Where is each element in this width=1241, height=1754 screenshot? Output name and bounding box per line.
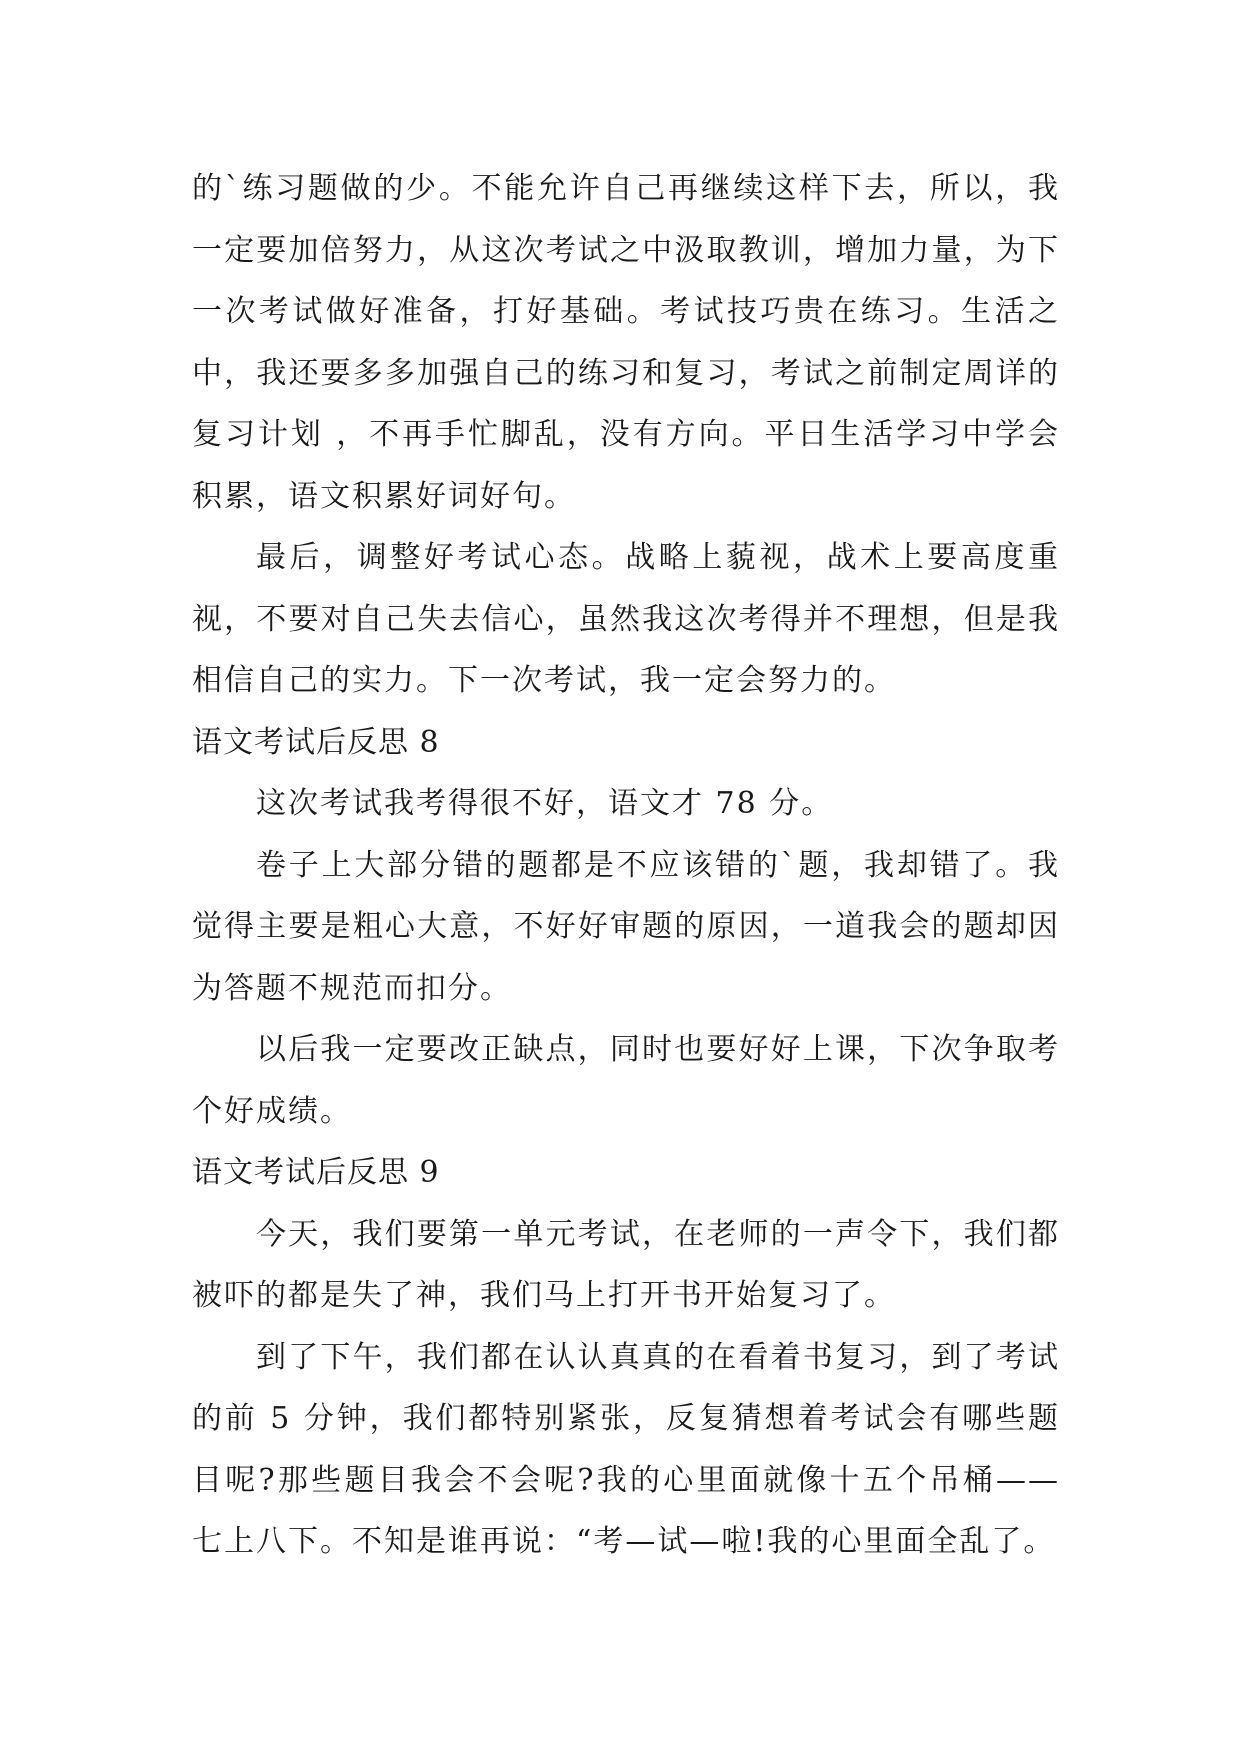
paragraph: 到了下午，我们都在认认真真的在看着书复习，到了考试的前 5 分钟，我们都特别紧张，反复猜想着考试会有哪些题目呢?那些题目我会不会呢?我的心里面就像十五个吊桶——七上八下。不知是谁再说：“考—试—啦!我的心里面全乱了。 (192, 1339, 1060, 1559)
paragraph: 卷子上大部分错的题都是不应该错的`题，我却错了。我觉得主要是粗心大意，不好好审题的原因，一道我会的题却因为答题不规范而扣分。 (192, 847, 1060, 1006)
paragraph: 这次考试我考得很不好，语文才 78 分。 (256, 786, 834, 821)
section-heading: 语文考试后反思 8 (192, 724, 440, 760)
document-body (192, 158, 1060, 1573)
section-heading: 语文考试后反思 9 (192, 1155, 440, 1190)
paragraph: 最后，调整好考试心态。战略上藐视，战术上要高度重视，不要对自己失去信心，虽然我这次考得并不理想，但是我相信自己的实力。下一次考试，我一定会努力的。 (192, 540, 1060, 698)
paragraph: 的`练习题做的少。不能允许自己再继续这样下去，所以，我一定要加倍努力，从这次考试之中汲取教训，增加力量，为下一次考试做好准备，打好基础。考试技巧贵在练习。生活之中，我还要多多加强自己的练习和复习，考试之前制定周详的复习计划 ，不再手忙脚乱，没有方向。平日生活学习中学会积累，语文积累好词好句。 (192, 171, 1060, 514)
paragraph: 以后我一定要改正缺点，同时也要好好上课，下次争取考个好成绩。 (192, 1032, 1060, 1129)
paragraph: 今天，我们要第一单元考试，在老师的一声令下，我们都被吓的都是失了神，我们马上打开书开始复习了。 (192, 1216, 1060, 1313)
